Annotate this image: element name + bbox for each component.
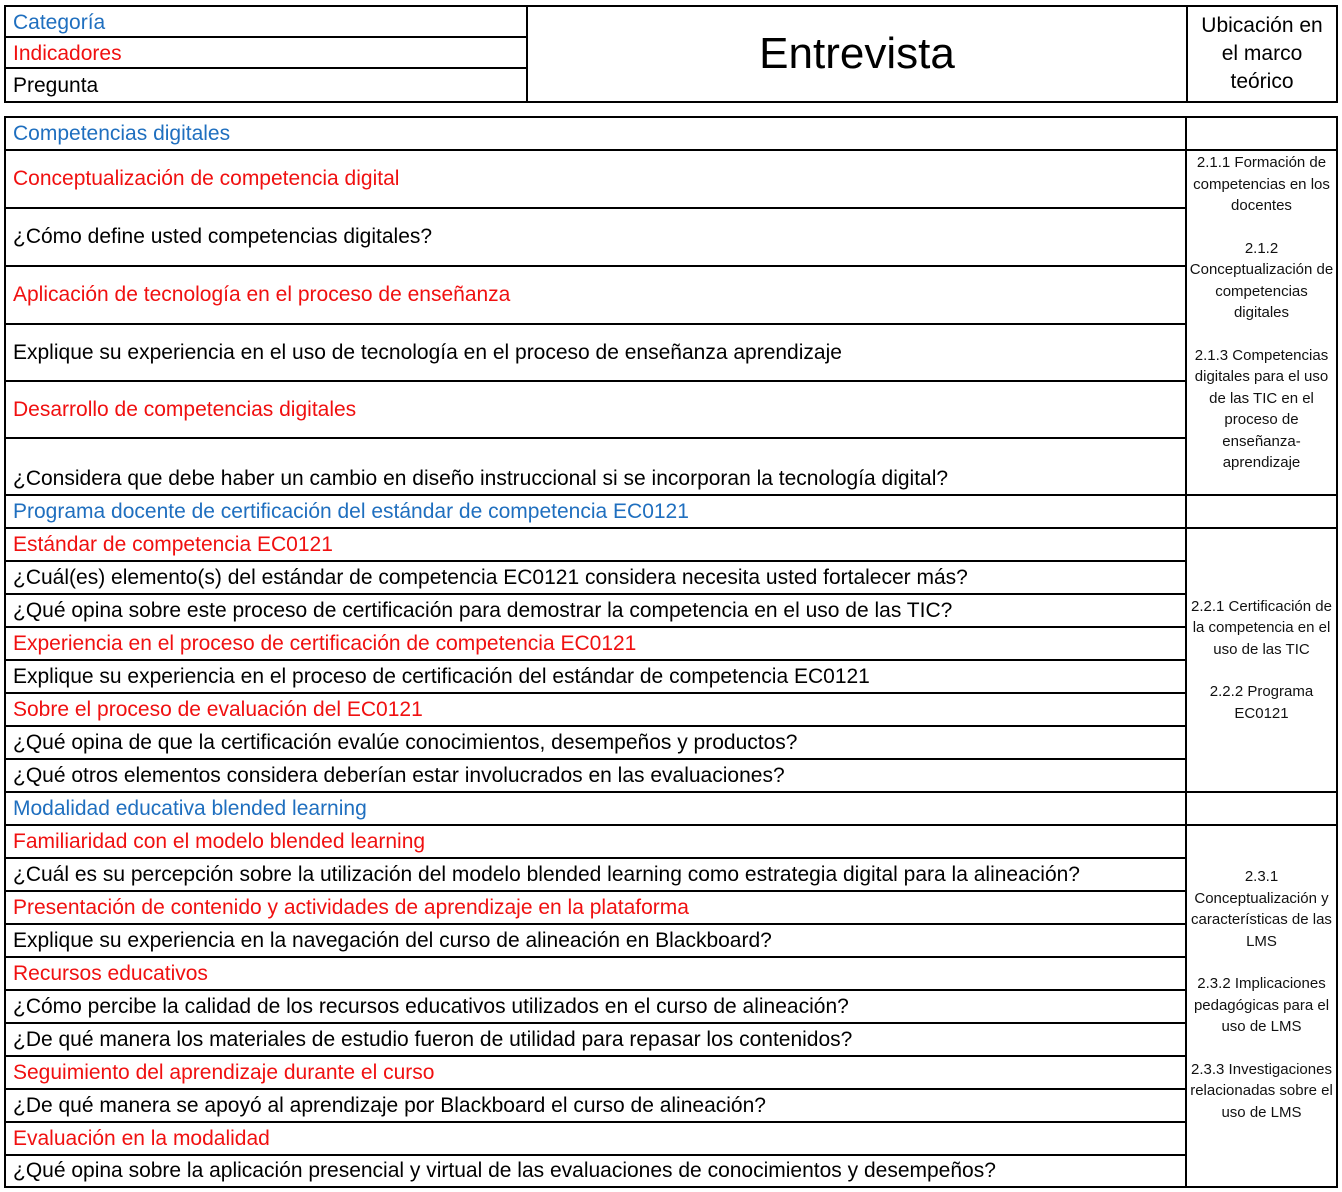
category-row: Programa docente de certificación del estándar de competencia EC0121 <box>6 494 1186 527</box>
indicator-row: Recursos educativos <box>6 956 1186 989</box>
legend-question: Pregunta <box>13 74 99 97</box>
reference-cell-empty <box>1187 494 1336 527</box>
category-row: Competencias digitales <box>13 121 231 145</box>
question-row: ¿Qué opina de que la certificación evalúe conocimientos, desempeños y productos? <box>6 725 1186 758</box>
reference-cell-empty <box>1187 118 1336 149</box>
question-row: ¿Cuál es su percepción sobre la utilización del modelo blended learning como estrategia digital para la alineación? <box>6 857 1186 890</box>
indicator-row: Presentación de contenido y actividades de aprendizaje en la plataforma <box>6 890 1186 923</box>
indicator-row: Estándar de competencia EC0121 <box>6 527 1186 560</box>
reference-text: 2.1.1 Formación de competencias en los docentes <box>1193 154 1330 214</box>
reference-cell <box>1187 149 1336 494</box>
legend <box>6 7 528 101</box>
indicator-row: Seguimiento del aprendizaje durante el curso <box>6 1055 1186 1088</box>
header-table <box>4 5 1338 103</box>
reference-text: 2.2.1 Certificación de la competencia en el uso de las TIC <box>1191 597 1332 658</box>
indicator-row: Sobre el proceso de evaluación del EC0121 <box>6 692 1186 725</box>
legend-indicators: Indicadores <box>6 38 526 69</box>
reference-text: 2.1.2 Conceptualización de competencias digitales <box>1189 239 1334 321</box>
question-row: ¿Considera que debe haber un cambio en diseño instruccional si se incorporan la tecnología digital? <box>6 437 1186 494</box>
interview-table <box>4 116 1338 1188</box>
reference-cell <box>1187 824 1336 1186</box>
indicator-row: Experiencia en el proceso de certificación de competencia EC0121 <box>6 626 1186 659</box>
indicator-row: Familiaridad con el modelo blended learning <box>6 824 1186 857</box>
reference-text: 2.3.1 Conceptualización y características de las LMS <box>1191 868 1332 950</box>
reference-text: 2.1.3 Competencias digitales para el uso de las TIC en el proceso de enseñanza-aprendizaje <box>1194 346 1329 471</box>
indicator-row: Aplicación de tecnología en el proceso de enseñanza <box>6 265 1186 323</box>
indicator-row: Evaluación en la modalidad <box>6 1121 1186 1154</box>
question-row: ¿De qué manera los materiales de estudio fueron de utilidad para repasar los contenidos? <box>6 1022 1186 1055</box>
reference-cell-empty <box>1187 791 1336 824</box>
question-row: ¿Qué opina sobre la aplicación presencial y virtual de las evaluaciones de conocimientos y desempeños? <box>6 1154 1186 1186</box>
question-row: Explique su experiencia en el uso de tecnología en el proceso de enseñanza aprendizaje <box>6 323 1186 380</box>
question-row: ¿Cómo percibe la calidad de los recursos educativos utilizados en el curso de alineación? <box>6 989 1186 1022</box>
question-row: ¿Qué opina sobre este proceso de certificación para demostrar la competencia en el uso de las TIC? <box>6 593 1186 626</box>
reference-text: 2.3.2 Implicaciones pedagógicas para el uso de LMS <box>1193 975 1330 1035</box>
indicator-row: Desarrollo de competencias digitales <box>6 380 1186 437</box>
page-title: Entrevista <box>759 29 955 78</box>
question-row: ¿Cómo define usted competencias digitales? <box>6 207 1186 265</box>
question-row: ¿De qué manera se apoyó al aprendizaje por Blackboard el curso de alineación? <box>6 1088 1186 1121</box>
question-row: ¿Cuál(es) elemento(s) del estándar de competencia EC0121 considera necesita usted fortalecer más? <box>6 560 1186 593</box>
reference-text: 2.2.2 Programa EC0121 <box>1209 683 1314 722</box>
legend-category: Categoría <box>6 7 526 38</box>
indicator-row: Conceptualización de competencia digital <box>6 149 1186 207</box>
reference-cell <box>1187 527 1336 791</box>
question-row: ¿Qué otros elementos considera deberían estar involucrados en las evaluaciones? <box>6 758 1186 791</box>
category-row: Modalidad educativa blended learning <box>6 791 1186 824</box>
question-row: Explique su experiencia en el proceso de certificación del estándar de competencia EC0121 <box>6 659 1186 692</box>
question-row: Explique su experiencia en la navegación del curso de alineación en Blackboard? <box>6 923 1186 956</box>
location-header: Ubicación en el marco teórico <box>1186 7 1336 101</box>
reference-text: 2.3.3 Investigaciones relacionadas sobre el uso de LMS <box>1190 1060 1333 1121</box>
